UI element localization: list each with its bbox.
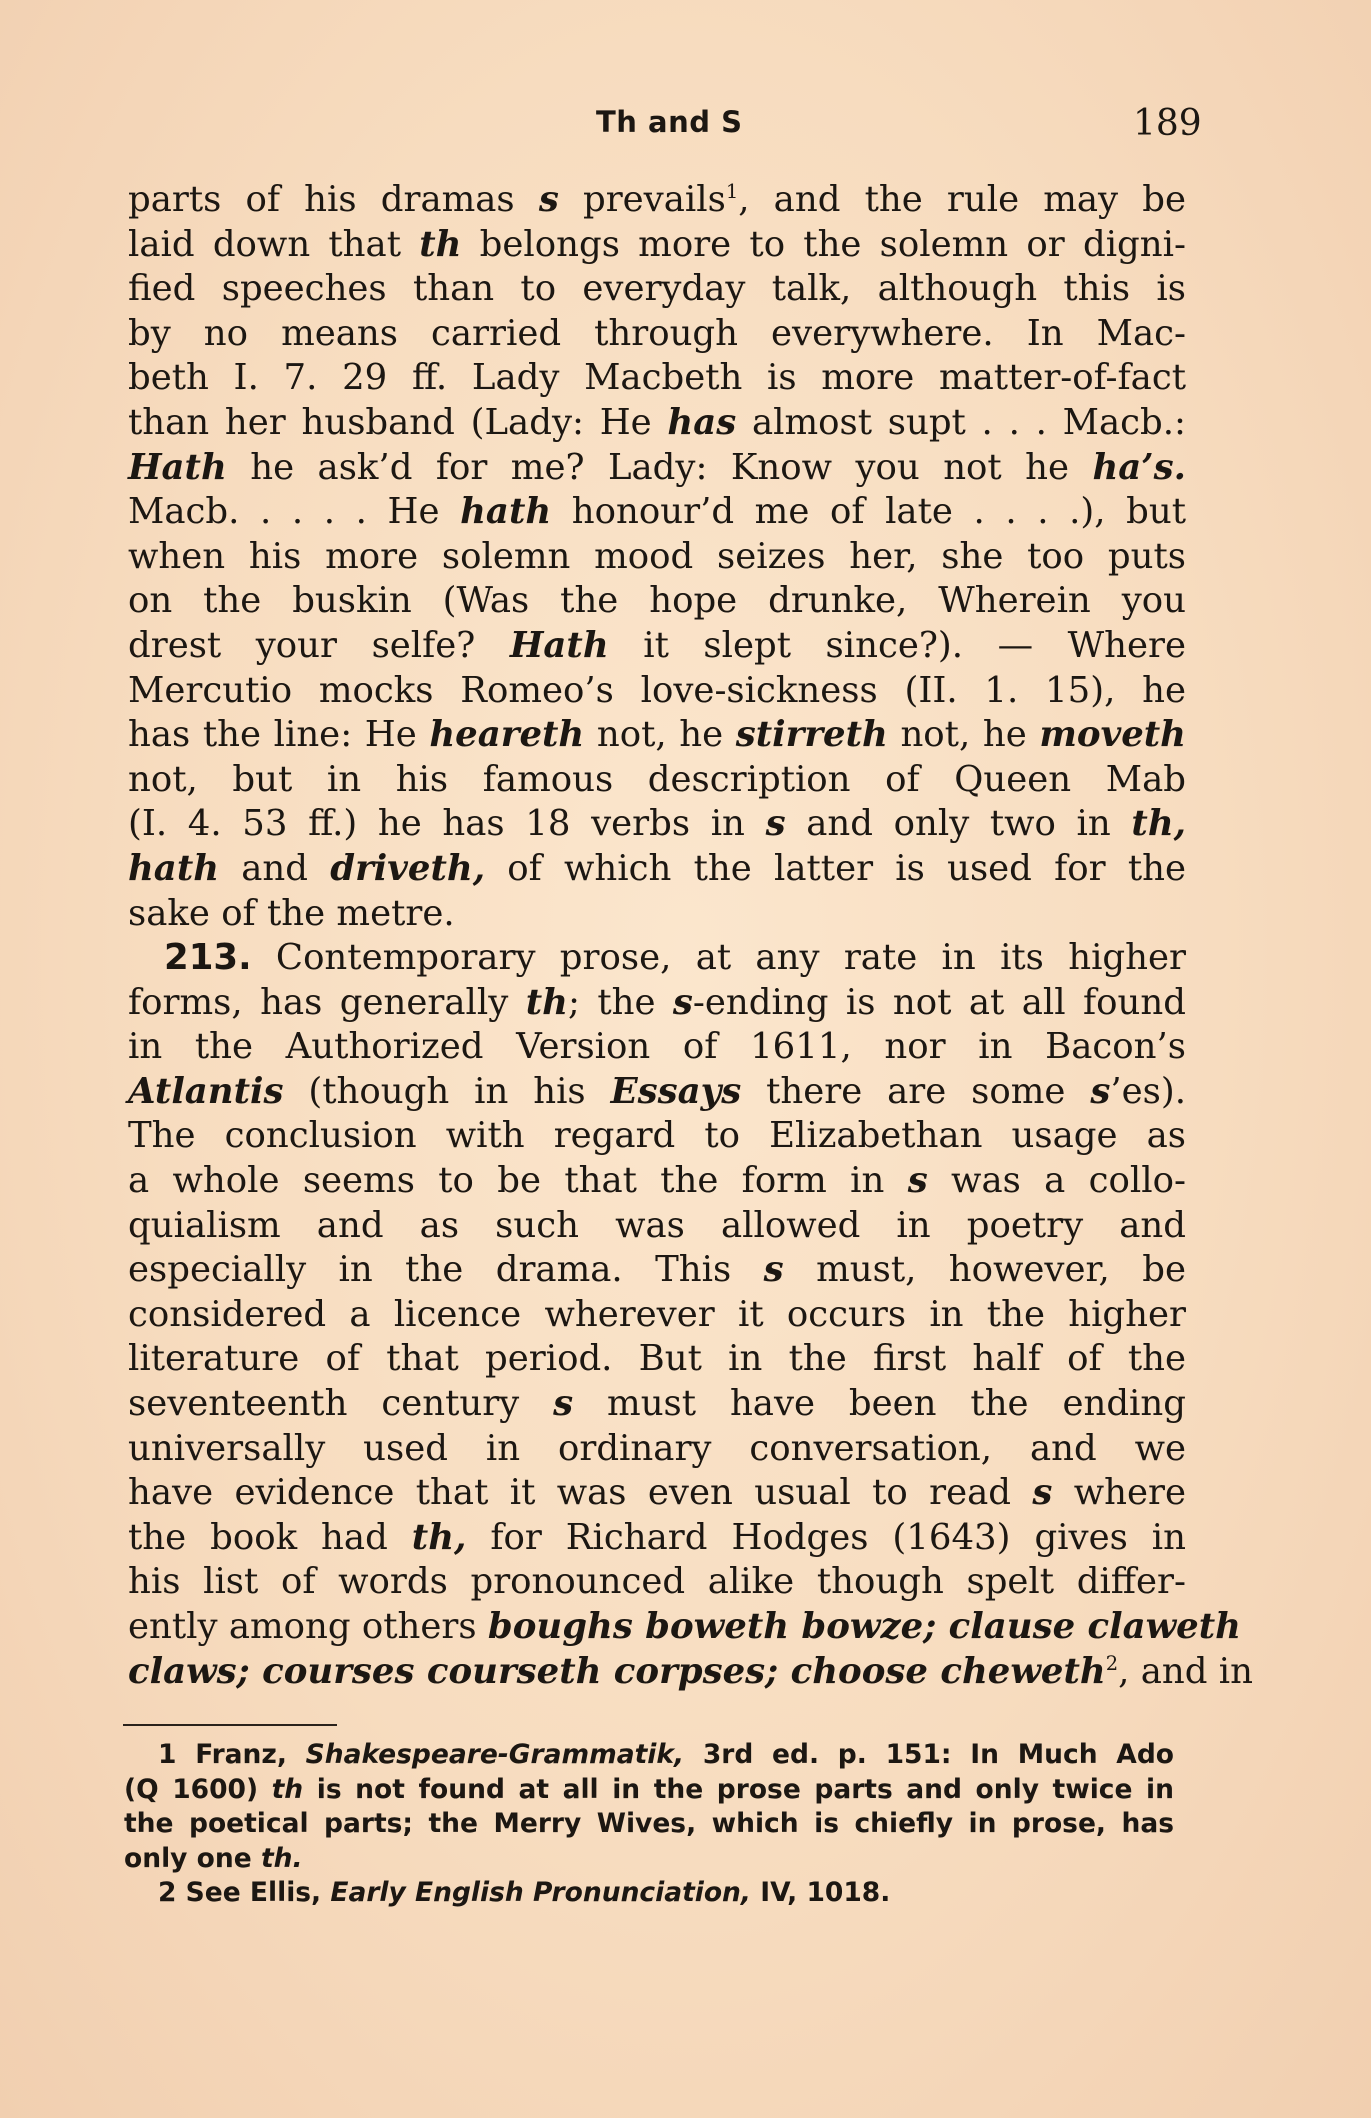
text-line: laid down that th belongs more to the solemn or digni- bbox=[128, 223, 1186, 265]
text-line: drest your selfe? Hath it slept since?). — Where bbox=[128, 624, 1186, 666]
text-line: especially in the drama. This s must, however, be bbox=[128, 1249, 1186, 1291]
footnote-ref-2: 2 bbox=[1105, 1651, 1119, 1675]
footnotes bbox=[124, 1738, 1174, 1911]
text-line: considered a licence wherever it occurs in the higher bbox=[128, 1293, 1186, 1335]
text-line: the book had th, for Richard Hodges (1643) gives in bbox=[128, 1516, 1186, 1558]
text-line: his list of words pronounced alike though spelt differ- bbox=[128, 1561, 1186, 1603]
footnote-separator bbox=[123, 1724, 337, 1726]
text-line: Atlantis (though in his Essays there are some s’es). bbox=[128, 1070, 1186, 1112]
footnote-line: the poetical parts; the Merry Wives, which is chiefly in prose, has bbox=[124, 1808, 1174, 1839]
footnote-ref-1: 1 bbox=[725, 180, 739, 204]
text-line: when his more solemn mood seizes her, she too puts bbox=[128, 535, 1186, 577]
text-line: have evidence that it was even usual to read s where bbox=[128, 1472, 1186, 1514]
footnote-line: only one th. bbox=[124, 1842, 303, 1874]
text-line: literature of that period. But in the first half of the bbox=[128, 1338, 1186, 1380]
text-line: on the buskin (Was the hope drunke, Wherein you bbox=[128, 580, 1186, 622]
text-line: Mercutio mocks Romeo’s love-sickness (II. 1. 15), he bbox=[128, 669, 1186, 711]
text-line: not, but in his famous description of Queen Mab bbox=[128, 758, 1186, 800]
text-line: a whole seems to be that the form in s was a collo- bbox=[128, 1160, 1186, 1202]
main-text bbox=[128, 178, 1253, 1694]
text-line: (I. 4. 53 ff.) he has 18 verbs in s and only two in th, bbox=[128, 803, 1186, 845]
page-header bbox=[0, 105, 1371, 155]
text-line: has the line: He heareth not, he stirreth not, he moveth bbox=[128, 714, 1186, 756]
section-number: 213. bbox=[164, 937, 252, 979]
page-number: 189 bbox=[1133, 103, 1202, 144]
text-line: in the Authorized Version of 1611, nor in Bacon’s bbox=[128, 1026, 1186, 1068]
text-line: Macb. . . . . He hath honour’d me of late . . . .), but bbox=[128, 491, 1186, 533]
text-line: universally used in ordinary conversation, and we bbox=[128, 1427, 1186, 1469]
section-start-line: 213. Contemporary prose, at any rate in its higher bbox=[164, 937, 1186, 979]
text-line: seventeenth century s must have been the ending bbox=[128, 1383, 1186, 1425]
text-line: claws; courses courseth corpses; choose cheweth$^2$, and in bbox=[128, 1650, 1253, 1692]
text-line: Hath he ask’d for me? Lady: Know you not he ha’s. bbox=[128, 446, 1186, 488]
footnote-1: 1 Franz, Shakespeare-Grammatik, 3rd ed. p. 151: In Much Ado bbox=[158, 1739, 1174, 1770]
text-line: hath and driveth, of which the latter is used for the bbox=[128, 847, 1186, 889]
text-line: sake of the metre. bbox=[128, 892, 455, 934]
text-line: fied speeches than to everyday talk, although this is bbox=[128, 268, 1186, 310]
text-line: by no means carried through everywhere. In Mac- bbox=[128, 312, 1186, 354]
text-line: quialism and as such was allowed in poetry and bbox=[128, 1204, 1186, 1246]
text-line: forms, has generally th; the s-ending is not at all found bbox=[128, 981, 1186, 1023]
text-line: parts of his dramas s prevails$^1$, and the rule may be bbox=[128, 179, 1186, 220]
text-line: beth I. 7. 29 ff. Lady Macbeth is more matter-of-fact bbox=[128, 357, 1186, 399]
footnote-line: (Q 1600) th is not found at all in the prose parts and only twice in bbox=[124, 1773, 1174, 1805]
text-line: than her husband (Lady: He has almost supt . . . Macb.: bbox=[128, 401, 1186, 443]
running-head: Th and S bbox=[596, 105, 743, 139]
text-line: ently among others boughs boweth bowze; clause claweth bbox=[128, 1606, 1241, 1647]
text-line: The conclusion with regard to Elizabethan usage as bbox=[128, 1115, 1186, 1157]
footnote-2: 2 See Ellis, Early English Pronunciation, IV, 1018. bbox=[158, 1877, 891, 1908]
